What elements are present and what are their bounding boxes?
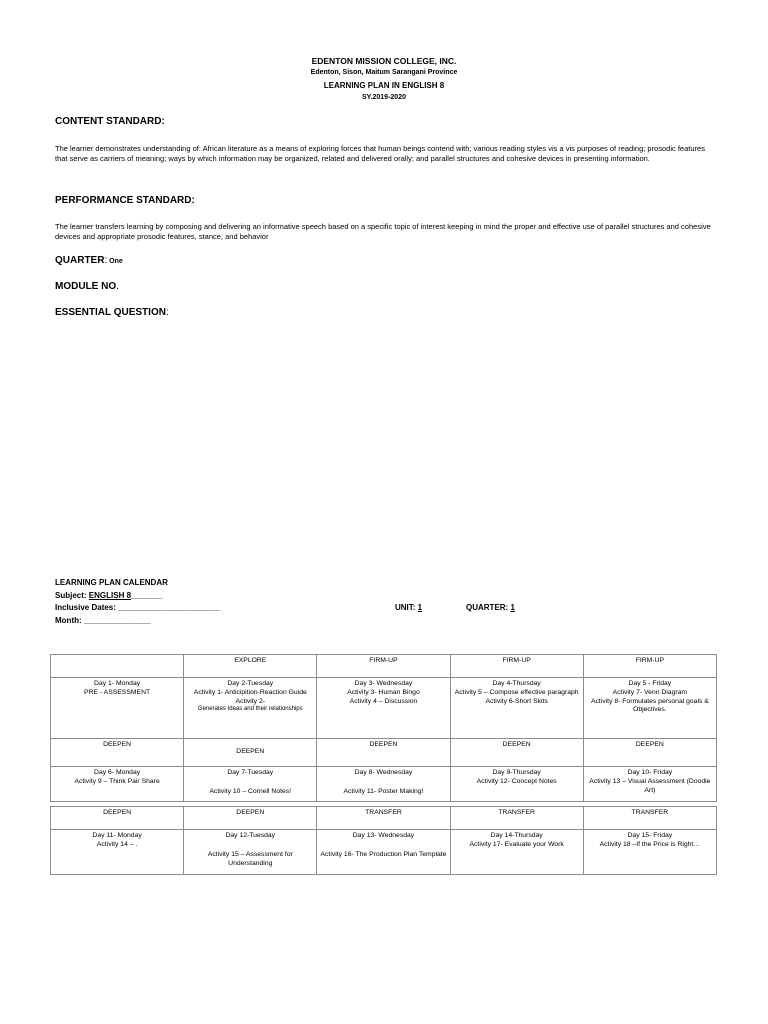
quarter-value: One (107, 258, 123, 265)
quarter-line (55, 256, 123, 266)
day-label: Day 7-Tuesday (227, 769, 274, 776)
activity-label: Activity 17- Evaluate your Work (469, 840, 564, 848)
module-label: MODULE NO (55, 281, 117, 292)
module-line (55, 282, 119, 292)
module-dot: . (116, 281, 119, 292)
activity-label: Activity 5 – Compose effective paragraph (454, 688, 579, 696)
school-address: Edenton, Sison, Maitum Sarangani Province (310, 69, 458, 76)
day-label: Day 6- Monday (94, 769, 141, 776)
phase-cell: DEEPEN (184, 739, 317, 767)
quarter-label: QUARTER (55, 255, 105, 266)
table-header-cell: TRANSFER (317, 807, 450, 830)
day-label: Day 4-Thursday (492, 680, 541, 687)
table-header-row (51, 807, 717, 830)
performance-standard-heading: PERFORMANCE STANDARD: (55, 195, 195, 206)
day-cell (184, 767, 317, 802)
essential-question-line (55, 308, 169, 318)
table-header-cell: FIRM-UP (450, 655, 583, 678)
quarter-colon: : (104, 255, 108, 266)
day-cell (583, 678, 716, 739)
activity-label: Activity 2- (235, 697, 266, 705)
calendar-table-week1-2 (50, 654, 717, 802)
table-header-cell: FIRM-UP (583, 655, 716, 678)
inclusive-dates-label: Inclusive Dates: (55, 603, 119, 612)
day-cell (450, 678, 583, 739)
plan-title: LEARNING PLAN IN ENGLISH 8 (323, 81, 445, 90)
day-label: Day 15- Friday (627, 832, 673, 839)
day-cell (317, 678, 450, 739)
calendar-table-week3 (50, 806, 717, 875)
school-year: SY.2019-2020 (362, 94, 406, 101)
day-label: Day 3- Wednesday (354, 680, 413, 687)
school-name: EDENTON MISSION COLLEGE, INC. (311, 56, 457, 66)
phase-cell: DEEPEN (583, 739, 716, 767)
day-label: Day 11- Monday (92, 832, 142, 839)
table-header-cell: DEEPEN (184, 807, 317, 830)
day-label: Day 9-Thursday (492, 769, 541, 776)
activity-label: Activity 12- Concept Notes (476, 777, 557, 785)
month-blank: _______________ (83, 616, 151, 625)
phase-cell: DEEPEN (450, 739, 583, 767)
day-cell (51, 830, 184, 875)
subject-line (55, 592, 162, 600)
activity-label: Activity 4 – Discussion (349, 697, 418, 705)
day-label: Day 1- Monday (94, 680, 141, 687)
day-cell (583, 830, 716, 875)
subject-value: ENGLISH 8 (88, 591, 132, 600)
activity-label: Activity 11- Poster Making! (343, 787, 424, 795)
activity-label: Activity 15 – Assessment for Understanding (207, 850, 293, 867)
table-row (51, 830, 717, 875)
day-cell (317, 767, 450, 802)
day-cell (51, 767, 184, 802)
calendar-title: LEARNING PLAN CALENDAR (55, 578, 168, 587)
essential-question-label: ESSENTIAL QUESTION (55, 307, 166, 318)
table-row (51, 767, 717, 802)
table-row (51, 678, 717, 739)
calendar-quarter-label: QUARTER: (466, 603, 511, 612)
activity-label: Activity 8- Formulates personal goals & Objectives. (590, 697, 709, 714)
day-label: Day 10- Friday (627, 769, 673, 776)
day-cell (51, 678, 184, 739)
day-cell (583, 767, 716, 802)
inclusive-dates-line (55, 604, 220, 612)
activity-label: PRE - ASSESSMENT (84, 688, 151, 696)
unit-line (395, 604, 422, 612)
day-label: Day 14-Thursday (490, 832, 543, 839)
phase-cell: DEEPEN (51, 739, 184, 767)
activity-label: Activity 6-Short Skits (485, 697, 548, 705)
calendar-quarter-line (466, 604, 515, 612)
day-label: Day 13- Wednesday (352, 832, 415, 839)
table-header-cell: TRANSFER (450, 807, 583, 830)
table-header-cell: EXPLORE (184, 655, 317, 678)
performance-standard-text: The learner transfers learning by composing and delivering an informative speech based on a specific topic of interest keeping in mind the proper and effective use of parallel structures and cohesive devices and appropriate prosodic features, stance, and behavior (55, 222, 711, 241)
inclusive-dates-blank: _______________________ (118, 603, 221, 612)
table-header-cell: TRANSFER (583, 807, 716, 830)
unit-label: UNIT: (395, 603, 418, 612)
calendar-quarter-value: 1 (510, 603, 515, 612)
content-standard-text: The learner demonstrates understanding of: African literature as a means of exploring forces that human beings contend with; various reading styles vis a vis purposes of reading; prosodic features that serve as carriers of meaning; ways by which information may be organized, related and delivered orally; and parallel structures and cohesive devices in presenting information. (55, 144, 705, 163)
day-cell (184, 678, 317, 739)
day-label: Day 12-Tuesday (225, 832, 276, 839)
subject-label: Subject: (55, 591, 89, 600)
day-cell (184, 830, 317, 875)
subject-blank: _______ (131, 591, 163, 600)
activity-label: Activity 9 – Think Pair Share (74, 777, 160, 785)
activity-label: Activity 18 –If the Price is Right… (599, 840, 701, 848)
activity-label: Activity 16- The Production Plan Template (320, 850, 447, 858)
activity-label: Activity 7- Venn Diagram (612, 688, 688, 696)
day-label: Day 2-Tuesday (227, 680, 274, 687)
month-label: Month: (55, 616, 84, 625)
day-label: Day 8- Wednesday (354, 769, 413, 776)
activity-label: Activity 1- Anticipition-Reaction Guide (193, 688, 307, 696)
month-line (55, 617, 151, 625)
day-cell (450, 767, 583, 802)
unit-value: 1 (417, 603, 423, 612)
deepen-row (51, 739, 717, 767)
table-header-cell: FIRM-UP (317, 655, 450, 678)
activity-note: Generates Ideas and their relationships (197, 706, 303, 713)
day-label: Day 5 - Friday (628, 680, 672, 687)
activity-label: Activity 3- Human Bingo (347, 688, 420, 696)
activity-label: Activity 10 – Cornell Notes! (209, 787, 292, 795)
table-header-cell: DEEPEN (51, 807, 184, 830)
day-cell (450, 830, 583, 875)
activity-label: Activity 14 – . (96, 840, 138, 848)
activity-label: Activity 13 – Visual Assessment (Doodle Art) (589, 777, 711, 794)
table-header-row (51, 655, 717, 678)
day-cell (317, 830, 450, 875)
table-header-cell (51, 655, 184, 678)
essential-question-colon: : (165, 307, 169, 318)
phase-cell: DEEPEN (317, 739, 450, 767)
content-standard-heading: CONTENT STANDARD: (55, 116, 165, 127)
